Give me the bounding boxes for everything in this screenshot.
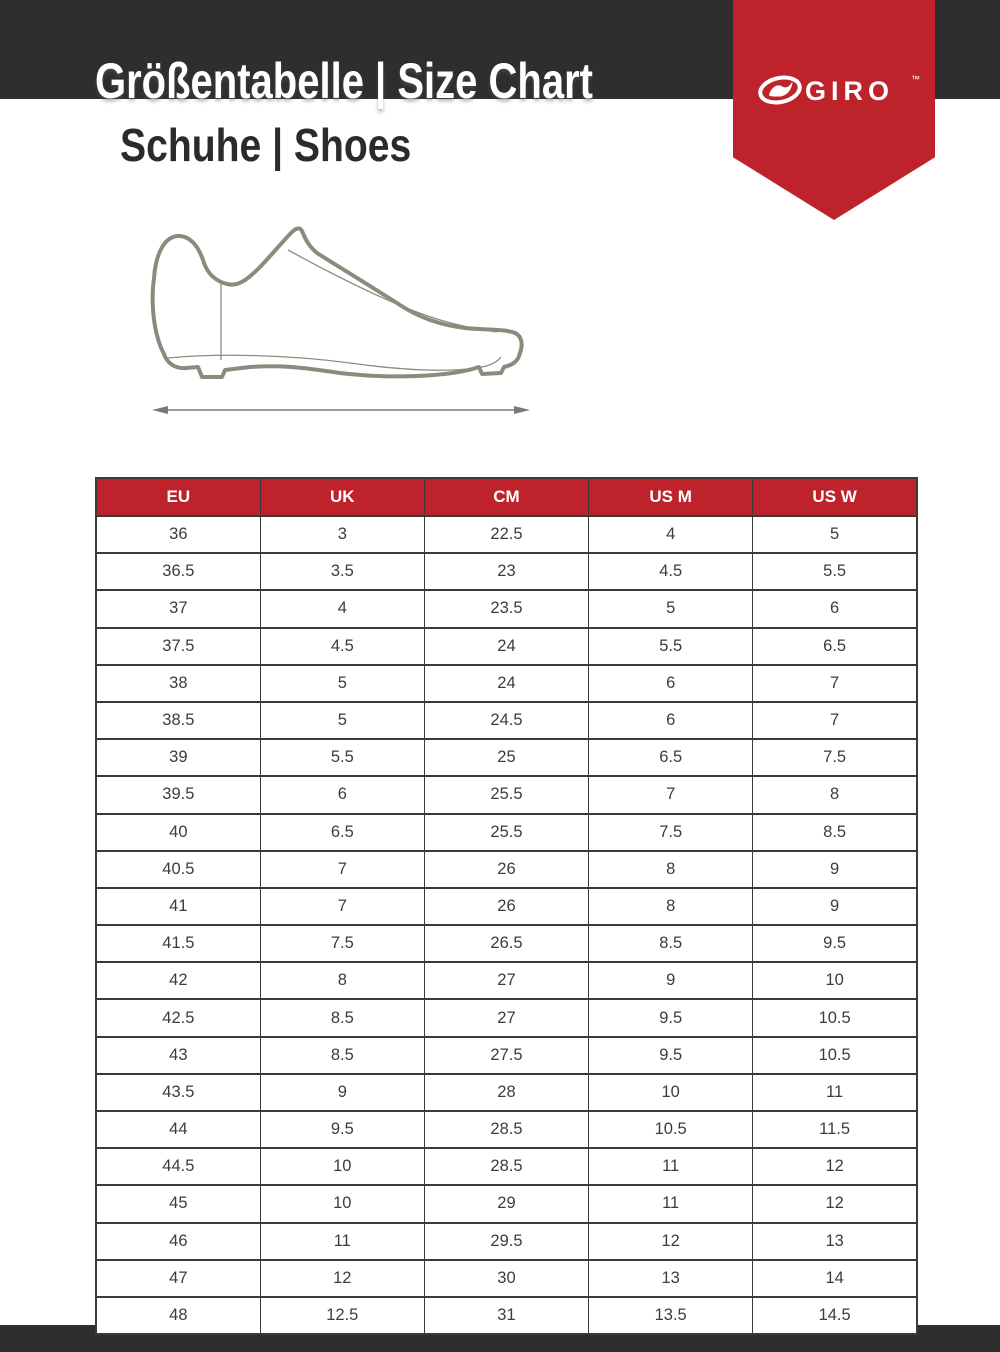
table-row — [96, 553, 917, 590]
size-cell: 41 — [96, 888, 260, 925]
size-cell: 8.5 — [260, 1037, 424, 1074]
table-row — [96, 665, 917, 702]
size-cell: 10 — [589, 1074, 753, 1111]
size-cell: 24 — [424, 665, 588, 702]
size-cell: 6 — [589, 702, 753, 739]
size-cell: 38 — [96, 665, 260, 702]
size-cell: 36 — [96, 516, 260, 553]
size-cell: 29 — [424, 1185, 588, 1222]
size-cell: 28.5 — [424, 1148, 588, 1185]
size-cell: 43 — [96, 1037, 260, 1074]
size-cell: 7.5 — [260, 925, 424, 962]
size-cell: 9 — [589, 962, 753, 999]
shoe-seam-line — [288, 250, 497, 332]
size-cell: 9.5 — [589, 999, 753, 1036]
size-cell: 13 — [753, 1223, 917, 1260]
size-cell: 5.5 — [753, 553, 917, 590]
size-cell: 7 — [589, 776, 753, 813]
table-row — [96, 739, 917, 776]
size-cell: 44 — [96, 1111, 260, 1148]
size-cell: 22.5 — [424, 516, 588, 553]
size-cell: 6.5 — [589, 739, 753, 776]
size-cell: 12 — [753, 1148, 917, 1185]
table-row — [96, 702, 917, 739]
size-cell: 6 — [753, 590, 917, 627]
size-cell: 8 — [589, 851, 753, 888]
size-cell: 12.5 — [260, 1297, 424, 1334]
size-cell: 10 — [260, 1148, 424, 1185]
size-cell: 12 — [260, 1260, 424, 1297]
table-row — [96, 1223, 917, 1260]
size-table-head-row — [96, 478, 917, 516]
size-cell: 27 — [424, 999, 588, 1036]
size-cell: 12 — [753, 1185, 917, 1222]
giro-logo-text: GIRO — [805, 76, 895, 106]
size-cell: 36.5 — [96, 553, 260, 590]
size-cell: 9.5 — [753, 925, 917, 962]
size-cell: 27.5 — [424, 1037, 588, 1074]
size-cell: 4.5 — [260, 628, 424, 665]
column-header: US W — [753, 478, 917, 516]
size-cell: 13 — [589, 1260, 753, 1297]
size-cell: 7 — [753, 665, 917, 702]
table-row — [96, 925, 917, 962]
page-subtitle: Schuhe | Shoes — [120, 119, 412, 171]
size-table-body — [96, 516, 917, 1334]
table-row — [96, 1148, 917, 1185]
brand-banner — [733, 0, 935, 220]
size-cell: 11 — [589, 1148, 753, 1185]
size-cell: 4.5 — [589, 553, 753, 590]
size-cell: 23 — [424, 553, 588, 590]
table-row — [96, 516, 917, 553]
size-cell: 7 — [260, 888, 424, 925]
size-cell: 10.5 — [589, 1111, 753, 1148]
size-cell: 6.5 — [260, 814, 424, 851]
trademark-symbol: ™ — [911, 74, 920, 84]
table-row — [96, 814, 917, 851]
shoe-sole-line — [168, 355, 501, 370]
size-cell: 6.5 — [753, 628, 917, 665]
size-cell: 5 — [753, 516, 917, 553]
size-cell: 25.5 — [424, 814, 588, 851]
size-cell: 5.5 — [260, 739, 424, 776]
size-cell: 23.5 — [424, 590, 588, 627]
size-cell: 26 — [424, 851, 588, 888]
table-row — [96, 1074, 917, 1111]
size-cell: 44.5 — [96, 1148, 260, 1185]
size-cell: 10.5 — [753, 1037, 917, 1074]
size-cell: 9 — [753, 851, 917, 888]
size-cell: 40.5 — [96, 851, 260, 888]
size-cell: 9.5 — [260, 1111, 424, 1148]
size-cell: 25.5 — [424, 776, 588, 813]
size-cell: 14.5 — [753, 1297, 917, 1334]
size-cell: 37 — [96, 590, 260, 627]
size-cell: 3 — [260, 516, 424, 553]
table-row — [96, 776, 917, 813]
size-cell: 29.5 — [424, 1223, 588, 1260]
size-cell: 28.5 — [424, 1111, 588, 1148]
shoe-diagram-svg — [130, 215, 550, 415]
size-cell: 7 — [753, 702, 917, 739]
table-row — [96, 999, 917, 1036]
size-cell: 31 — [424, 1297, 588, 1334]
size-cell: 5 — [260, 665, 424, 702]
size-cell: 7.5 — [753, 739, 917, 776]
size-cell: 10.5 — [753, 999, 917, 1036]
table-row — [96, 628, 917, 665]
table-row — [96, 888, 917, 925]
size-cell: 13.5 — [589, 1297, 753, 1334]
size-cell: 5.5 — [589, 628, 753, 665]
size-cell: 47 — [96, 1260, 260, 1297]
column-header: US M — [589, 478, 753, 516]
size-cell: 9.5 — [589, 1037, 753, 1074]
size-cell: 38.5 — [96, 702, 260, 739]
column-header: EU — [96, 478, 260, 516]
table-row — [96, 1037, 917, 1074]
size-cell: 30 — [424, 1260, 588, 1297]
size-cell: 4 — [589, 516, 753, 553]
size-cell: 48 — [96, 1297, 260, 1334]
size-cell: 26.5 — [424, 925, 588, 962]
size-cell: 24 — [424, 628, 588, 665]
size-cell: 5 — [260, 702, 424, 739]
table-row — [96, 1111, 917, 1148]
size-cell: 8 — [753, 776, 917, 813]
size-cell: 39 — [96, 739, 260, 776]
size-cell: 6 — [260, 776, 424, 813]
size-cell: 40 — [96, 814, 260, 851]
size-cell: 3.5 — [260, 553, 424, 590]
column-header: CM — [424, 478, 588, 516]
table-row — [96, 1297, 917, 1334]
size-cell: 42 — [96, 962, 260, 999]
column-header: UK — [260, 478, 424, 516]
size-cell: 8.5 — [260, 999, 424, 1036]
size-cell: 8.5 — [589, 925, 753, 962]
size-cell: 46 — [96, 1223, 260, 1260]
size-cell: 11 — [589, 1185, 753, 1222]
size-cell: 9 — [260, 1074, 424, 1111]
giro-logo — [741, 70, 931, 114]
size-cell: 10 — [753, 962, 917, 999]
size-cell: 11 — [260, 1223, 424, 1260]
page-title: Größentabelle | Size Chart — [95, 53, 593, 109]
table-row — [96, 1260, 917, 1297]
size-cell: 37.5 — [96, 628, 260, 665]
size-cell: 28 — [424, 1074, 588, 1111]
size-cell: 14 — [753, 1260, 917, 1297]
size-cell: 6 — [589, 665, 753, 702]
size-cell: 26 — [424, 888, 588, 925]
size-cell: 7 — [260, 851, 424, 888]
size-cell: 5 — [589, 590, 753, 627]
shoe-outline — [153, 228, 522, 377]
size-cell: 9 — [753, 888, 917, 925]
size-cell: 42.5 — [96, 999, 260, 1036]
size-cell: 4 — [260, 590, 424, 627]
length-arrow — [152, 406, 530, 414]
size-cell: 45 — [96, 1185, 260, 1222]
size-cell: 7.5 — [589, 814, 753, 851]
size-cell: 41.5 — [96, 925, 260, 962]
size-cell: 11 — [753, 1074, 917, 1111]
table-row — [96, 1185, 917, 1222]
shoe-diagram — [130, 215, 550, 420]
size-cell: 10 — [260, 1185, 424, 1222]
table-row — [96, 962, 917, 999]
size-cell: 8 — [260, 962, 424, 999]
size-cell: 12 — [589, 1223, 753, 1260]
size-cell: 8 — [589, 888, 753, 925]
size-table — [95, 477, 918, 1335]
table-row — [96, 590, 917, 627]
giro-logo-icon — [758, 74, 802, 106]
size-cell: 43.5 — [96, 1074, 260, 1111]
size-cell: 25 — [424, 739, 588, 776]
size-cell: 39.5 — [96, 776, 260, 813]
table-row — [96, 851, 917, 888]
size-cell: 27 — [424, 962, 588, 999]
size-cell: 8.5 — [753, 814, 917, 851]
size-cell: 24.5 — [424, 702, 588, 739]
size-cell: 11.5 — [753, 1111, 917, 1148]
